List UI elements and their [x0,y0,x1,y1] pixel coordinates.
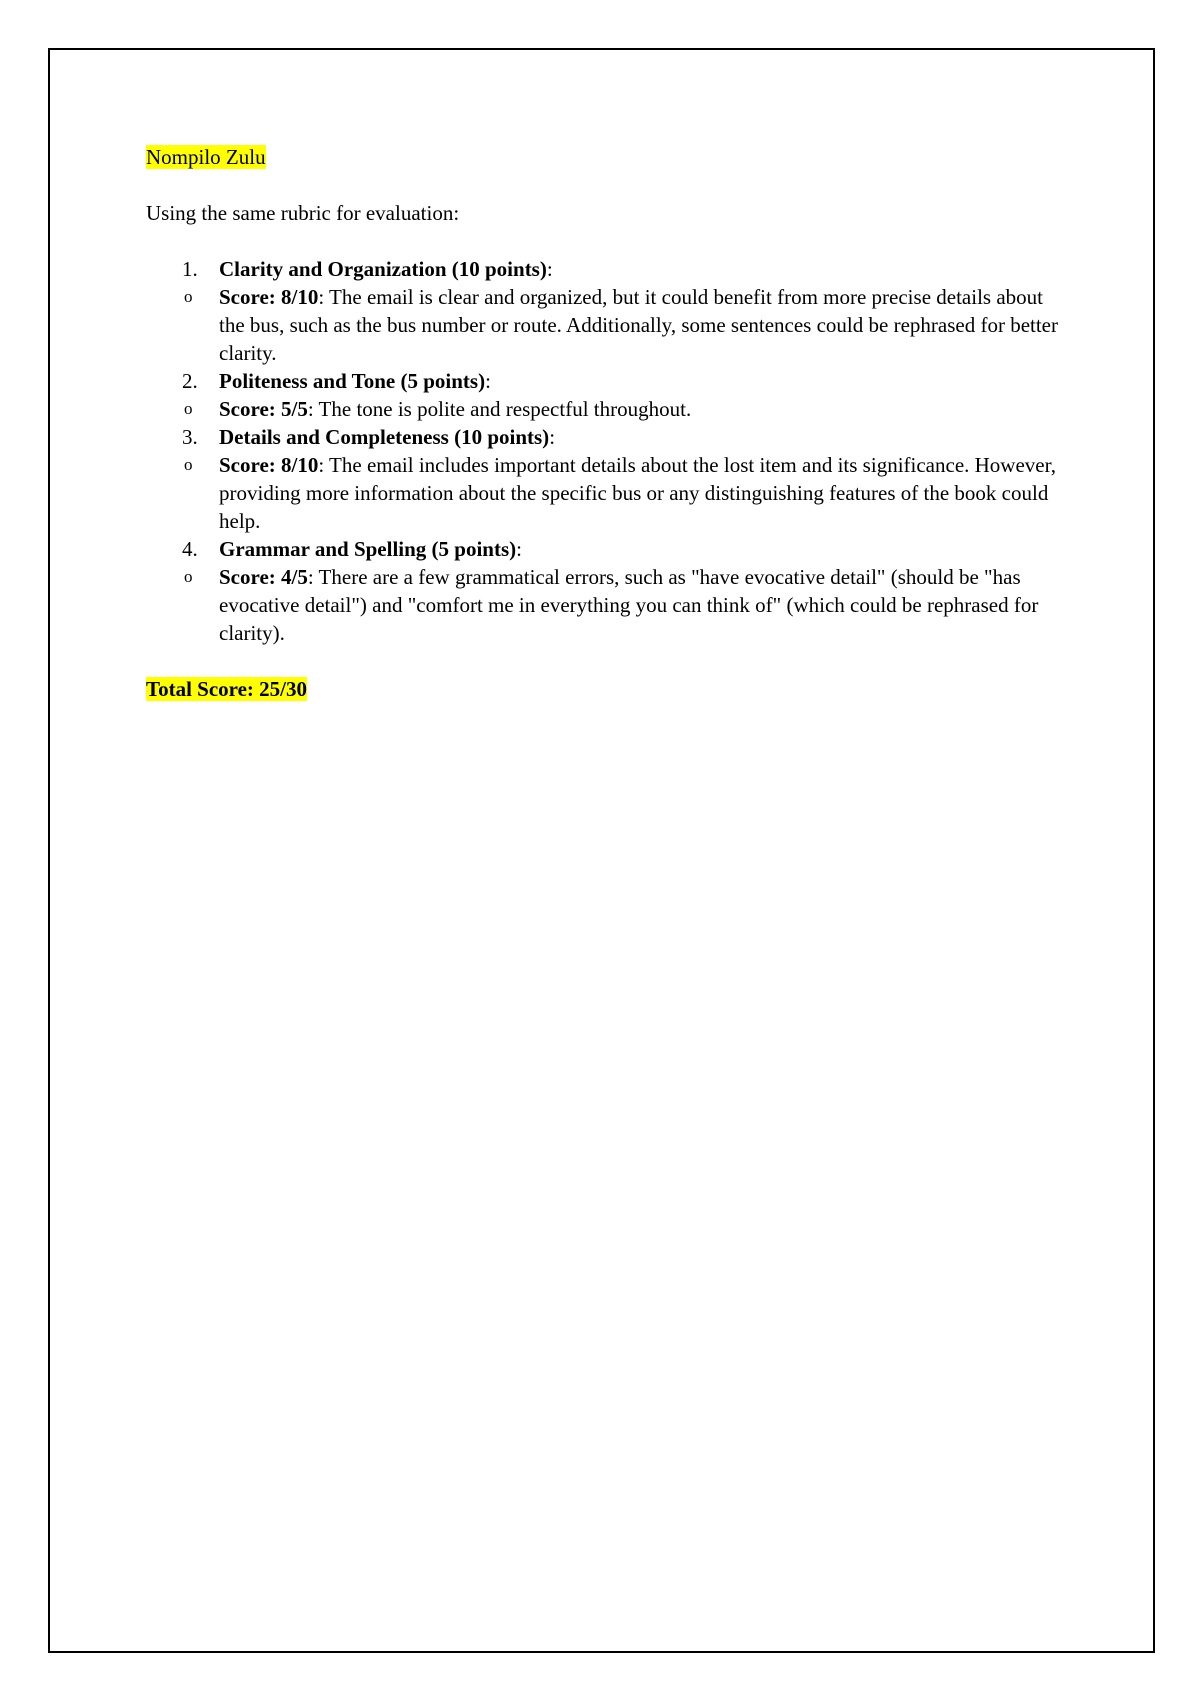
score-comment: : The email includes important details about the lost item and its significance. However, providing more information about the specific bus or any distinguishing features of the book could help. [219,453,1057,533]
criterion-title: Details and Completeness (10 points) [219,425,550,449]
criterion-detail [184,283,1066,367]
score-label: Score: 8/10 [219,285,319,309]
criterion-number: 1. [182,257,198,281]
criterion-item [146,255,1066,367]
score-comment: : The email is clear and organized, but it could benefit from more precise details about the bus, such as the bus number or route. Additionally, some sentences could be rephrased for better clarity. [219,285,1058,365]
student-name-line [146,143,1066,171]
total-score-line [146,675,1066,703]
bullet-icon: o [184,455,193,474]
criteria-list [146,255,1066,647]
score-comment: : The tone is polite and respectful throughout. [307,397,692,421]
criterion-detail-list [184,451,1066,535]
criterion-item [146,423,1066,535]
criterion-title-suffix: : [516,537,522,561]
criterion-title: Grammar and Spelling (5 points) [219,537,517,561]
total-score: Total Score: 25/30 [146,677,307,701]
criterion-detail [184,395,1066,423]
bullet-icon: o [184,567,193,586]
student-name: Nompilo Zulu [146,145,266,169]
criterion-detail [184,451,1066,535]
document-body [146,143,1066,703]
intro-text: Using the same rubric for evaluation: [146,201,460,225]
criterion-title-suffix: : [549,425,556,449]
criterion-detail-list [184,563,1066,647]
criterion-number: 3. [182,425,198,449]
bullet-icon: o [184,287,193,306]
criterion-detail-list [184,283,1066,367]
criterion-number: 2. [182,369,198,393]
criterion-number: 4. [182,537,198,561]
bullet-icon: o [184,399,193,418]
score-label: Score: 8/10 [219,453,319,477]
criterion-title-suffix: : [485,369,491,393]
criterion-item [146,535,1066,647]
criterion-title: Politeness and Tone (5 points) [219,369,486,393]
criterion-detail [184,563,1066,647]
criterion-title-suffix: : [546,257,553,281]
criterion-title: Clarity and Organization (10 points) [219,257,547,281]
score-label: Score: 5/5 [219,397,308,421]
score-comment: : There are a few grammatical errors, such as "have evocative detail" (should be "has evocative detail") and "comfort me in everything you can think of" (which could be rephrased for clarity). [219,565,1039,645]
criterion-item [146,367,1066,423]
score-label: Score: 4/5 [219,565,308,589]
criterion-detail-list [184,395,1066,423]
